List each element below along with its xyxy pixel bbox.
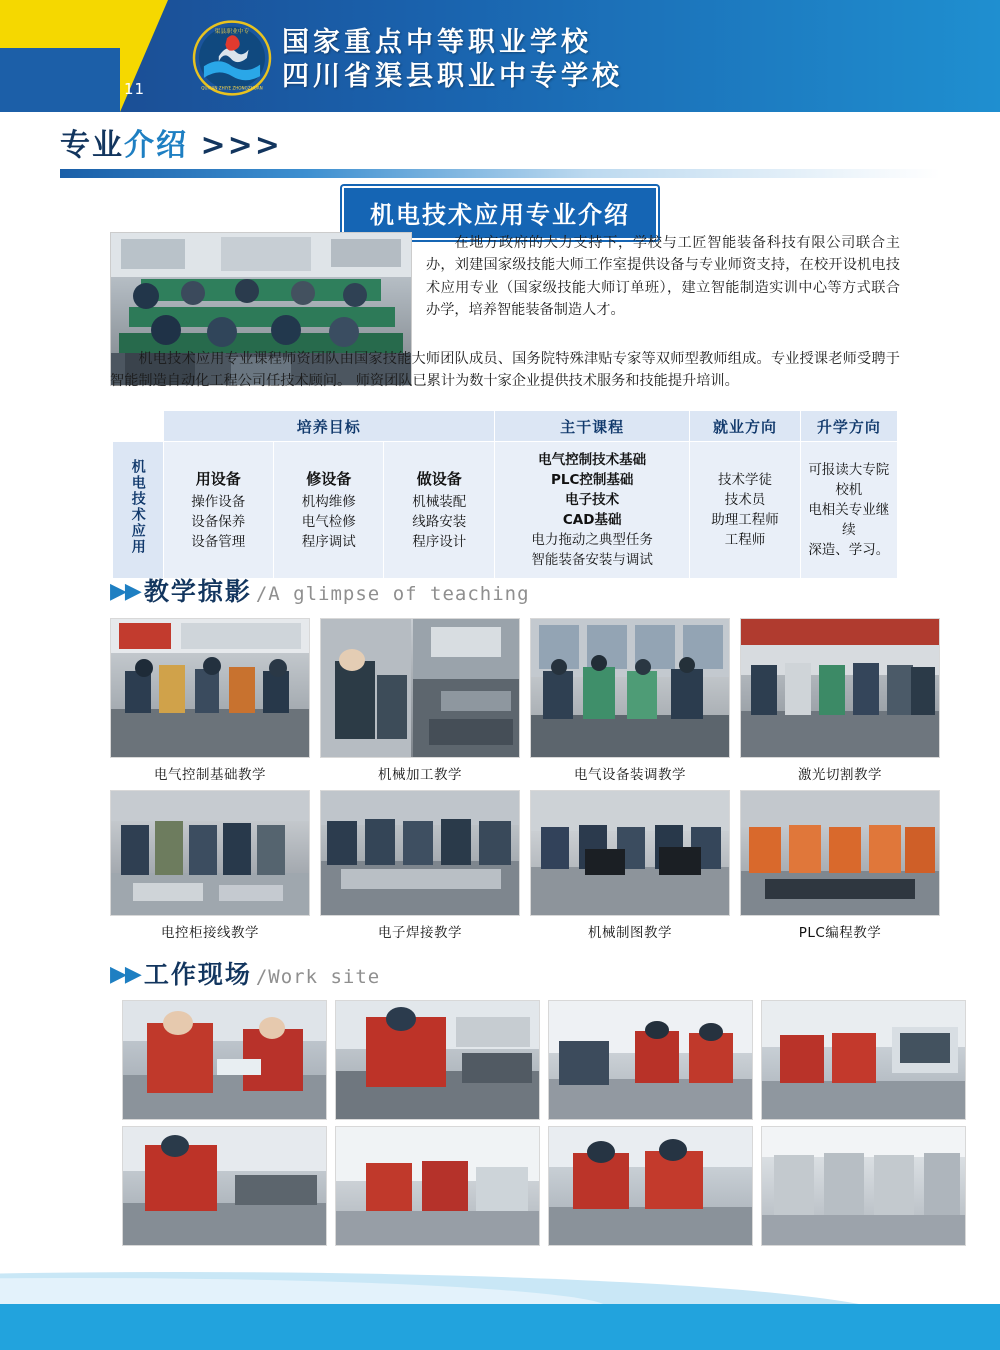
teaching-cell-7: [530, 790, 730, 941]
major-title-banner: 机电技术应用专业介绍: [342, 186, 658, 240]
goal-2-item-3: 程序调试: [301, 533, 356, 550]
further-study-3: 深造、学习。: [808, 542, 890, 558]
table-cell-goal-3: [384, 442, 494, 579]
teaching-heading-en: /A glimpse of teaching: [255, 583, 530, 605]
teaching-heading-cn: 教学掠影: [143, 577, 252, 606]
worksite-photo-grid-row1: [122, 1000, 966, 1120]
school-emblem-icon: [190, 20, 274, 96]
worksite-heading-cn: 工作现场: [143, 960, 252, 989]
worksite-photo-2: [335, 1000, 540, 1120]
section-heading-arrows: >>>: [200, 128, 282, 163]
teaching-caption-6: 电子焊接教学: [378, 925, 462, 941]
goal-3-item-3: 程序设计: [412, 533, 467, 550]
teaching-cell-5: [110, 790, 310, 941]
worksite-photo-5: [122, 1126, 327, 1246]
goal-1-item-2: 设备保养: [191, 513, 246, 530]
table-cell-goal-2: [273, 442, 383, 579]
teaching-caption-3: 电气设备装调教学: [574, 767, 686, 783]
table-head: [113, 411, 898, 442]
employment-4: 工程师: [724, 532, 766, 548]
table-header-goals: 培养目标: [163, 411, 494, 442]
table-header-courses: 主干课程: [494, 411, 689, 442]
worksite-photo-3: [548, 1000, 753, 1120]
teaching-cell-2: [320, 618, 520, 783]
header-title-line1: 国家重点中等职业学校: [282, 27, 592, 58]
intro-paragraph-2: [110, 348, 900, 393]
teaching-cell-1: [110, 618, 310, 783]
table-cell-goal-1: [163, 442, 273, 579]
section-heading-cn-dark: 专业: [60, 128, 124, 163]
teaching-cell-3: [530, 618, 730, 783]
table-cell-further-study: [800, 442, 897, 579]
worksite-heading-en: /Work site: [255, 966, 381, 988]
page-footer: [0, 1272, 1000, 1350]
goal-1-title: 用设备: [195, 469, 241, 488]
section-heading-cn-blue: 介绍: [124, 128, 188, 163]
table-header-employment: 就业方向: [690, 411, 800, 442]
worksite-arrow-icon: ▶▶: [110, 962, 140, 987]
table-corner-cell: [113, 411, 164, 442]
employment-3: 助理工程师: [711, 512, 779, 528]
teaching-photo-electrical-control: [110, 618, 310, 758]
worksite-photo-4: [761, 1000, 966, 1120]
major-vertical-label: 机电技术应用: [129, 459, 146, 555]
course-5: 电力拖动之典型任务: [531, 532, 653, 548]
worksite-photo-grid-row2: [122, 1126, 966, 1246]
course-4: CAD基础: [562, 512, 622, 528]
worksite-subheading: [110, 955, 380, 991]
teaching-photo-grid-row2: [110, 790, 940, 941]
goal-3-item-1: 机械装配: [412, 493, 467, 510]
course-3: 电子技术: [565, 492, 620, 508]
course-6: 智能装备安装与调试: [531, 552, 653, 568]
header-title-line2: 四川省渠县职业中专学校: [282, 61, 623, 92]
goal-3-item-2: 线路安装: [412, 513, 467, 530]
teaching-subheading: [110, 572, 530, 608]
goal-3-title: 做设备: [416, 469, 462, 488]
table-header-further-study: 升学方向: [800, 411, 897, 442]
goal-1-item-3: 设备管理: [191, 533, 246, 550]
further-study-1: 可报读大专院校机: [808, 462, 890, 498]
employment-1: 技术学徒: [718, 472, 773, 488]
worksite-photo-6: [335, 1126, 540, 1246]
teaching-caption-8: PLC编程教学: [798, 925, 882, 941]
worksite-photo-8: [761, 1126, 966, 1246]
teaching-arrow-icon: ▶▶: [110, 579, 140, 604]
teaching-photo-grid-row1: [110, 618, 940, 783]
table-body: [113, 442, 898, 579]
table-row: [113, 442, 898, 579]
course-1: 电气控制技术基础: [538, 452, 647, 468]
teaching-photo-soldering: [320, 790, 520, 916]
teaching-caption-2: 机械加工教学: [378, 767, 462, 783]
section-heading: [60, 128, 940, 178]
further-study-2: 电相关专业继续: [808, 502, 890, 538]
goal-2-title: 修设备: [306, 469, 352, 488]
intro-text-p1: 在地方政府的大力支持下，学校与工匠智能装备科技有限公司联合主办，刘建国家级技能大师工作室提供设备与专业师资支持，在校开设机电技术应用专业（国家级技能大师订单班），建立智能制造实训中心等方式联合办学，培养智能装备制造人才。: [426, 235, 900, 319]
teaching-photo-plc-programming: [740, 790, 940, 916]
teaching-caption-1: 电气控制基础教学: [154, 767, 266, 783]
table-cell-major: [113, 442, 164, 579]
worksite-photo-1: [122, 1000, 327, 1120]
teaching-caption-5: 电控柜接线教学: [161, 925, 259, 941]
teaching-cell-8: [740, 790, 940, 941]
teaching-cell-6: [320, 790, 520, 941]
course-2: PLC控制基础: [550, 472, 634, 488]
table-cell-employment: [690, 442, 800, 579]
teaching-photo-equipment-assembly: [530, 618, 730, 758]
teaching-caption-4: 激光切割教学: [798, 767, 882, 783]
section-heading-text: [60, 128, 940, 164]
svg-text:QUXIAN ZHIYE ZHONGZHUAN: QUXIAN ZHIYE ZHONGZHUAN: [201, 85, 263, 91]
employment-2: 技术员: [724, 492, 766, 508]
footer-blue-band: [0, 1304, 1000, 1350]
major-info-table: [112, 410, 898, 579]
page-header: [0, 0, 1000, 112]
intro-text-p2: 机电技术应用专业课程师资团队由国家技能大师团队成员、国务院特殊津贴专家等双师型教师组成。专业授课老师受聘于智能制造自动化工程公司任技术顾问。 师资团队已累计为数十家企业提供技术服务和技能提升培训。: [110, 351, 900, 390]
teaching-photo-drafting: [530, 790, 730, 916]
table-cell-courses: [494, 442, 689, 579]
svg-text:渠县职业中专: 渠县职业中专: [214, 29, 250, 36]
goal-2-item-2: 电气检修: [301, 513, 356, 530]
worksite-photo-7: [548, 1126, 753, 1246]
table-header-row: [113, 411, 898, 442]
goal-2-item-1: 机构维修: [301, 493, 356, 510]
page-number: 11: [124, 80, 146, 98]
teaching-photo-laser-cutting: [740, 618, 940, 758]
header-title-group: [282, 26, 623, 94]
teaching-caption-7: 机械制图教学: [588, 925, 672, 941]
section-heading-rule: [60, 169, 940, 178]
teaching-photo-machining: [320, 618, 520, 758]
teaching-cell-4: [740, 618, 940, 783]
goal-1-item-1: 操作设备: [191, 493, 246, 510]
teaching-photo-cabinet-wiring: [110, 790, 310, 916]
